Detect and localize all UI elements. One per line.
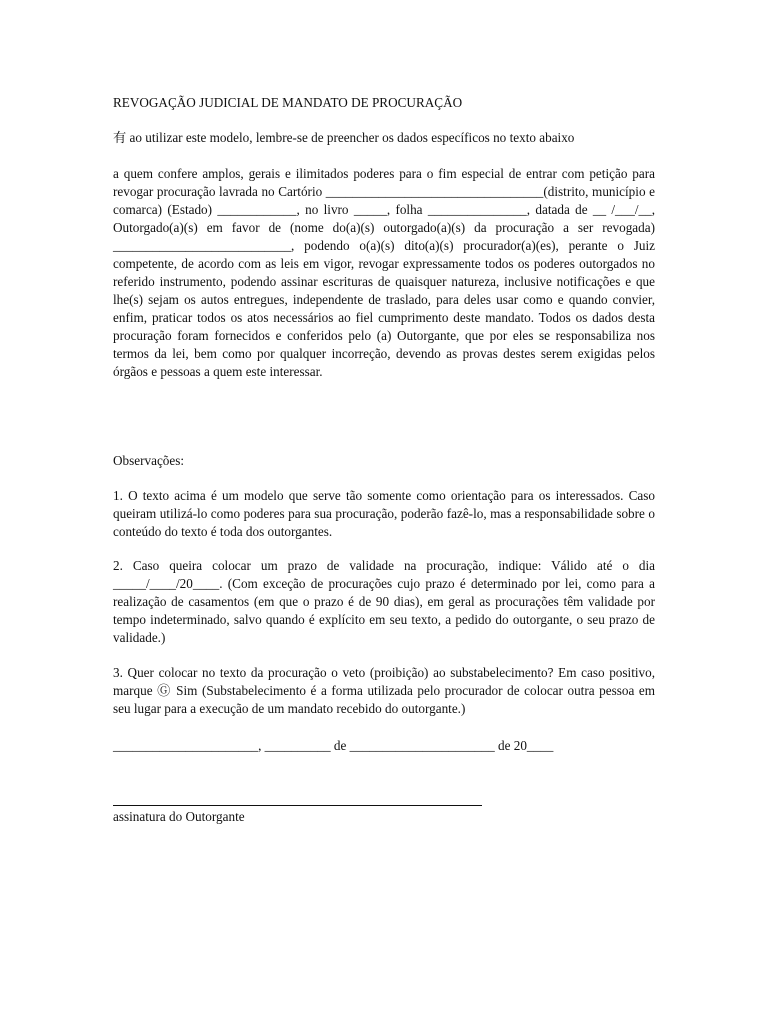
observation-3: 3. Quer colocar no texto da procuração o veto (proibição) ao substabelecimento? Em caso positivo, marque Ⓖ Sim (Substabelecimento é a forma utilizada pelo procurador de colocar outra pessoa em seu lugar para a execução de um mandato recebido do outorgante.)	[113, 665, 655, 716]
document-title: REVOGAÇÃO JUDICIAL DE MANDATO DE PROCURAÇÃO	[113, 95, 463, 110]
observations-heading: Observações:	[113, 453, 185, 468]
signature-line	[113, 805, 482, 806]
signature-label: assinatura do Outorgante	[113, 809, 245, 824]
body-paragraph: a quem confere amplos, gerais e ilimitados poderes para o fim especial de entrar com petição para revogar procuração lavrada no Cartório _________________________________(distrito, município e comarca) (Estado) ____________, no livro _____, folha _______________, datada de __ /___/__, Outorgado(a)(s) em favor de (nome do(a)(s) outorgado(a)(s) da procuração a ser revogada) ___________________________, podendo o(a)(s) dito(a)(s) procurador(a)(es), perante o Juiz competente, de acordo com as leis em vigor, revogar expressamente todos os poderes outorgados no referido instrumento, podendo assinar escrituras de quaisquer natureza, inclusive notificações e que lhe(s) sejam os autos entregues, independente de traslado, para deles usar como e quando convier, enfim, praticar todos os atos necessários ao fiel cumprimento deste mandato. Todos os dados desta procuração foram fornecidos e conferidos pelo (a) Outorgante, que por eles se responsabiliza nos termos da lei, bem como por qualquer incorreção, devendo as provas destes serem exigidas pelos órgãos e pessoas a quem este interessar.	[113, 166, 655, 379]
observation-2: 2. Caso queira colocar um prazo de validade na procuração, indique: Válido até o dia _____/____/20____. (Com exceção de procurações cujo prazo é determinado por lei, como para a realização de casamentos (em que o prazo é de 90 dias), em geral as procurações têm validade por tempo indeterminado, salvo quando é explícito em seu texto, a pedido do outorgante, o seu prazo de validade.)	[113, 558, 655, 645]
fill-in-notice: 有 ao utilizar este modelo, lembre-se de preencher os dados específicos no texto abaixo	[113, 130, 575, 145]
date-line: ______________________, __________ de ______________________ de 20____	[113, 738, 554, 753]
observation-1: 1. O texto acima é um modelo que serve tão somente como orientação para os interessados. Caso queiram utilizá-lo como poderes para sua procuração, poderão fazê-lo, mas a responsabilidade sobre o conteúdo do texto é toda dos outorgantes.	[113, 488, 655, 539]
